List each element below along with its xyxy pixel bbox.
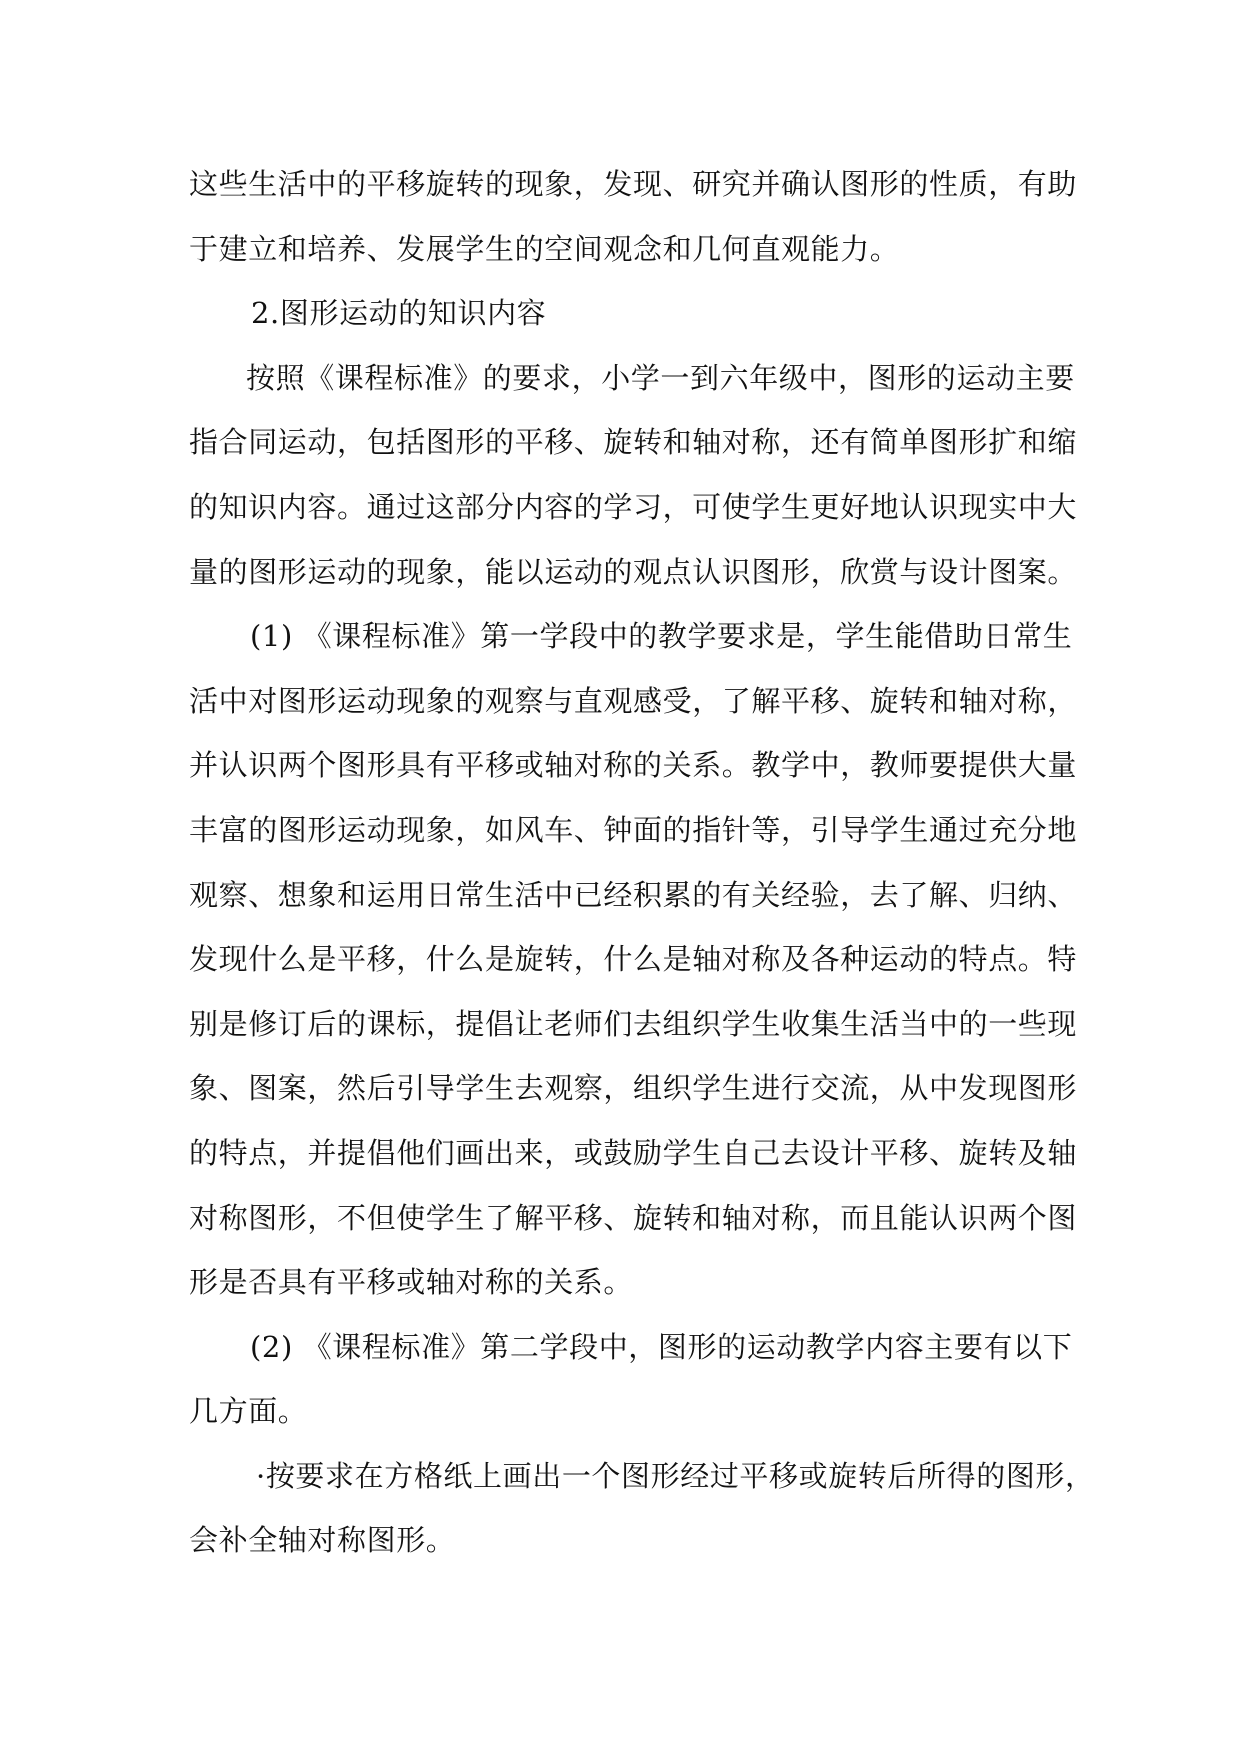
text-line: 并认识两个图形具有平移或轴对称的关系。教学中，教师要提供大量 xyxy=(189,748,1078,783)
text-line: 量的图形运动的现象，能以运动的观点认识图形，欣赏与设计图案。 xyxy=(189,554,1078,589)
text-line: 于建立和培养、发展学生的空间观念和几何直观能力。 xyxy=(189,231,900,266)
text-line: 活中对图形运动现象的观察与直观感受，了解平移、旋转和轴对称， xyxy=(189,683,1078,718)
text-line: 会补全轴对称图形。 xyxy=(189,1523,456,1558)
text-line: 几方面。 xyxy=(189,1394,308,1429)
paragraph-first-line: 按照《课程标准》的要求，小学一到六年级中，图形的运动主要 xyxy=(246,360,1075,395)
text-line: 观察、想象和运用日常生活中已经积累的有关经验，去了解、归纳、 xyxy=(189,877,1078,912)
text-line: 形是否具有平移或轴对称的关系。 xyxy=(189,1265,634,1300)
text-line: 指合同运动，包括图形的平移、旋转和轴对称，还有简单图形扩和缩 xyxy=(189,425,1078,460)
section-heading: 2.图形运动的知识内容 xyxy=(251,296,547,331)
paragraph-first-line: (1) 《课程标准》第一学段中的教学要求是，学生能借助日常生 xyxy=(250,619,1073,654)
text-line: 的特点，并提倡他们画出来，或鼓励学生自己去设计平移、旋转及轴 xyxy=(189,1135,1078,1170)
text-line: 发现什么是平移，什么是旋转，什么是轴对称及各种运动的特点。特 xyxy=(189,942,1078,977)
paragraph-first-line: (2) 《课程标准》第二学段中，图形的运动教学内容主要有以下 xyxy=(250,1329,1073,1364)
text-line: 的知识内容。通过这部分内容的学习，可使学生更好地认识现实中大 xyxy=(189,489,1078,524)
text-line: 对称图形，不但使学生了解平移、旋转和轴对称，而且能认识两个图 xyxy=(189,1200,1078,1235)
text-line: 象、图案，然后引导学生去观察，组织学生进行交流，从中发现图形 xyxy=(189,1071,1078,1106)
document-body xyxy=(189,152,1095,1573)
bullet-line: ·按要求在方格纸上画出一个图形经过平移或旋转后所得的图形， xyxy=(256,1458,1095,1493)
text-line: 这些生活中的平移旋转的现象，发现、研究并确认图形的性质，有助 xyxy=(189,167,1078,201)
text-line: 丰富的图形运动现象，如风车、钟面的指针等，引导学生通过充分地 xyxy=(189,812,1078,847)
text-line: 别是修订后的课标，提倡让老师们去组织学生收集生活当中的一些现 xyxy=(189,1006,1078,1041)
